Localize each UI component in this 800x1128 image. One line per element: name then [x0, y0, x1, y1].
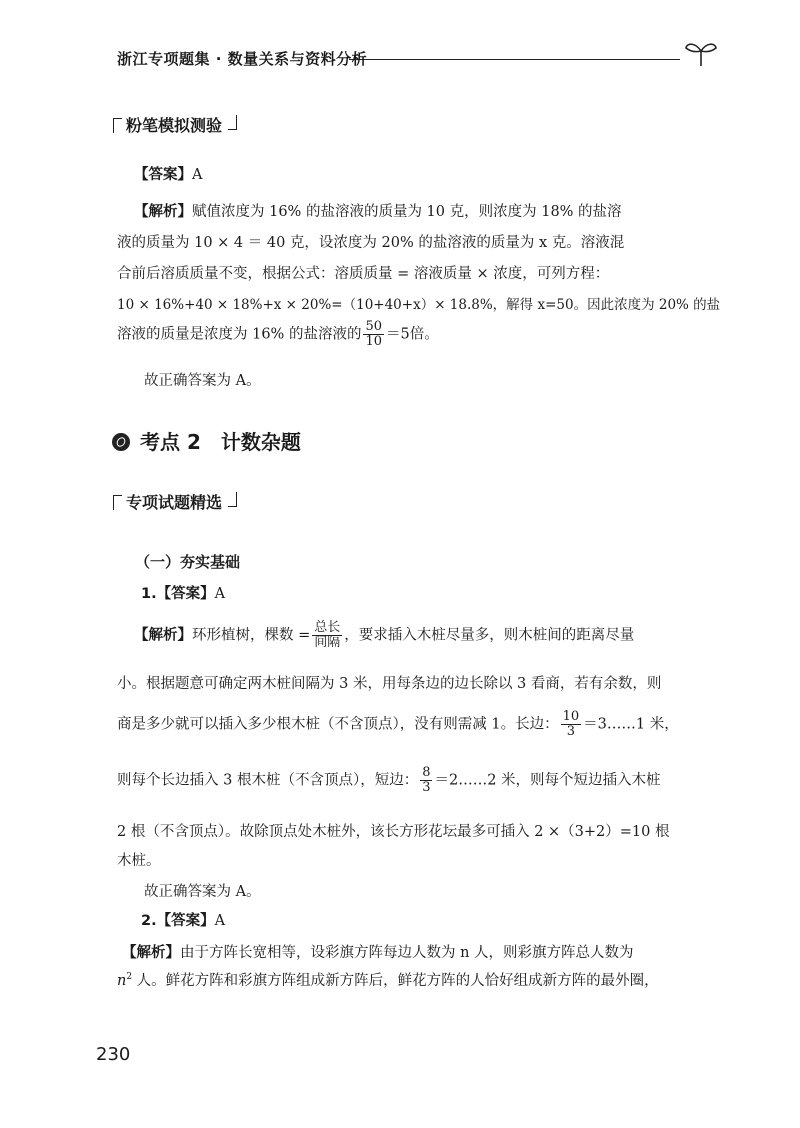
fraction — [420, 766, 432, 795]
variable-n: n — [117, 973, 127, 989]
header-rule — [349, 59, 680, 60]
answer-value: A — [192, 167, 203, 183]
fraction-denominator: 10 — [365, 334, 382, 349]
analysis-text: 由于方阵长宽相等，设彩旗方阵每边人数为 n 人，则彩旗方阵总人数为 — [180, 945, 634, 961]
bracket-left-icon — [113, 495, 122, 510]
q1-analysis-line-6: 木桩。 — [117, 853, 161, 869]
q1-analysis-line-3 — [117, 710, 703, 739]
analysis-label: 【解析】 — [122, 945, 180, 961]
section-heading-selected — [113, 490, 237, 513]
running-header: 浙江专项题集 · 数量关系与资料分析 — [117, 50, 368, 68]
section-heading-mock-test — [113, 113, 237, 136]
fraction-denominator: 间隔 — [314, 635, 341, 650]
topic-bullet-icon — [112, 433, 130, 451]
exponent: 2 — [126, 972, 133, 983]
q1-analysis-line-1 — [134, 621, 720, 650]
q1-answer-label: 1.【答案】 — [141, 586, 215, 602]
analysis-text: ＝3……1 米， — [583, 716, 679, 733]
fraction-denominator: 3 — [422, 780, 431, 795]
conclusion-line: 故正确答案为 A。 — [144, 373, 261, 389]
analysis-line-3: 合前后溶质质量不变，根据公式：溶质质量 = 溶液质量 × 浓度，可列方程： — [117, 266, 610, 282]
analysis-text: ＝5倍。 — [386, 326, 439, 343]
analysis-text: ＝2……2 米，则每个短边插入木桩 — [434, 772, 661, 789]
analysis-text: 人。鲜花方阵和彩旗方阵组成新方阵后，鲜花方阵的人恰好组成新方阵的最外圈， — [132, 973, 659, 989]
analysis-line-4: 10 × 16%+40 × 18%+x × 20%=（10+40+x）× 18.8%，解得 x=50。因此浓度为 20% 的盐 — [117, 297, 721, 313]
section-heading-text: 专项试题精选 — [126, 493, 223, 512]
q1-analysis-line-4 — [117, 766, 703, 795]
page-number: 230 — [96, 1044, 131, 1065]
bracket-right-icon — [228, 115, 237, 130]
section-heading-text: 粉笔模拟测验 — [126, 116, 223, 135]
q1-conclusion-line: 故正确答案为 A。 — [144, 884, 261, 900]
fraction-numerator: 50 — [365, 319, 382, 334]
q1-analysis-line-2: 小。根据题意可确定两木桩间隔为 3 米，用每条边的边长除以 3 看商，若有余数，则 — [117, 676, 662, 692]
analysis-text: 环形植树，棵数 = — [192, 627, 311, 644]
analysis-line-2: 液的质量为 10 × 4 ＝ 40 克，设浓度为 20% 的盐溶液的质量为 x 克。溶液混 — [117, 235, 625, 251]
q1-answer-value: A — [214, 586, 226, 602]
topic-title: 考点 2 计数杂题 — [140, 430, 301, 454]
analysis-line-1 — [134, 200, 720, 221]
fraction — [312, 621, 342, 650]
bracket-right-icon — [228, 492, 237, 507]
analysis-text: ，要求插入木桩尽量多，则木桩间的距离尽量 — [344, 627, 635, 644]
q2-answer-line — [141, 909, 727, 930]
analysis-text: 溶液的质量是浓度为 16% 的盐溶液的 — [117, 326, 362, 343]
fraction — [561, 710, 582, 739]
fraction — [363, 320, 384, 349]
q2-answer-label: 2.【答案】 — [141, 913, 215, 929]
q1-answer-line — [141, 582, 727, 603]
analysis-text: 商是多少就可以插入多少根木桩（不含顶点），没有则需减 1。长边： — [117, 716, 559, 733]
q2-analysis-line-1 — [122, 941, 708, 962]
analysis-text: 则每个长边插入 3 根木桩（不含顶点），短边： — [117, 772, 419, 789]
analysis-line-5 — [117, 320, 703, 349]
fraction-numerator: 8 — [422, 765, 431, 780]
analysis-text: 赋值浓度为 16% 的盐溶液的质量为 10 克，则浓度为 18% 的盐溶 — [192, 204, 622, 220]
q2-analysis-line-2 — [117, 969, 703, 990]
q2-answer-value: A — [214, 913, 226, 929]
answer-line — [134, 163, 720, 184]
answer-label: 【答案】 — [134, 167, 192, 183]
fraction-numerator: 10 — [562, 709, 580, 724]
subheading: （一）夯实基础 — [135, 553, 241, 571]
sprout-icon — [683, 38, 719, 68]
analysis-label: 【解析】 — [134, 627, 192, 644]
fraction-denominator: 3 — [566, 724, 575, 739]
analysis-label: 【解析】 — [134, 204, 192, 220]
q1-analysis-line-5: 2 根（不含顶点）。故除顶点处木桩外，该长方形花坛最多可插入 2 ×（3+2）=10 根 — [117, 824, 670, 840]
fraction-numerator: 总长 — [314, 620, 341, 635]
bracket-left-icon — [113, 118, 122, 133]
topic-heading — [112, 426, 301, 455]
